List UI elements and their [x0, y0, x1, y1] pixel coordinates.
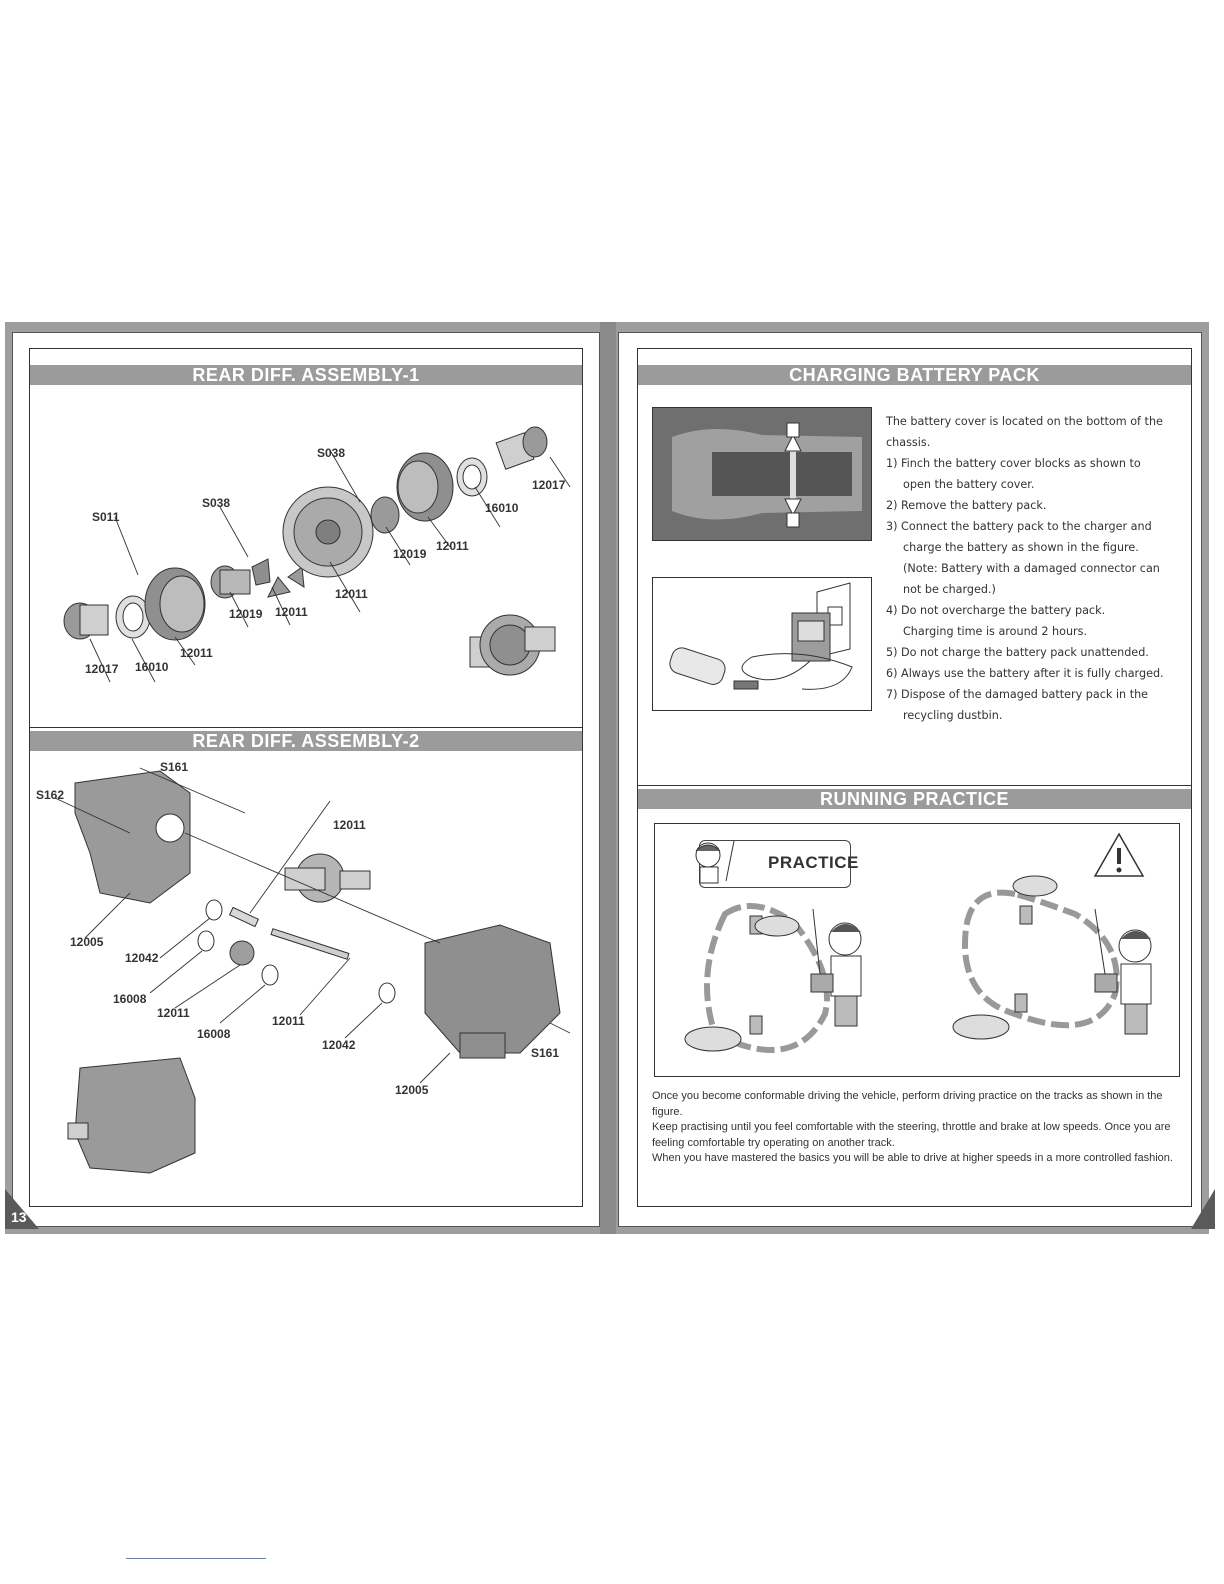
callout-12042-right: 12042 [322, 1038, 356, 1052]
instruction-line: 2) Remove the battery pack. [886, 499, 1047, 512]
callout-12011-center: 12011 [335, 587, 368, 601]
right-page [618, 332, 1202, 1227]
callout-s011: S011 [92, 510, 120, 524]
practice-paragraph: Once you become conformable driving the vehicle, perform driving practice on the tracks as shown in the figure. [652, 1090, 1163, 1118]
practice-paragraph: When you have mastered the basics you will be able to drive at higher speeds in a more controlled fashion. [652, 1152, 1173, 1164]
assembly-frame [29, 348, 583, 1207]
callout-16010-left: 16010 [135, 660, 169, 674]
callout-12005-left: 12005 [70, 935, 104, 949]
instruction-line: 6) Always use the battery after it is fully charged. [886, 667, 1164, 680]
practice-badge-label: PRACTICE [768, 853, 859, 872]
page-corner-tab [1191, 1189, 1215, 1229]
callout-12011-b: 12011 [272, 1014, 305, 1028]
callout-12017-left: 12017 [85, 662, 119, 676]
callout-12011-lower-b: 12011 [180, 646, 213, 660]
callout-s038-top: S038 [317, 446, 346, 460]
section-divider [638, 785, 1191, 786]
section-title-rear-diff-1: REAR DIFF. ASSEMBLY-1 [30, 365, 582, 385]
callout-12005-bottom: 12005 [395, 1083, 429, 1097]
callout-12019-lower: 12019 [229, 607, 263, 621]
instruction-line: Charging time is around 2 hours. [903, 625, 1088, 638]
instruction-line: 1) Finch the battery cover blocks as shown to [886, 457, 1141, 470]
instruction-line: open the battery cover. [903, 478, 1035, 491]
callout-12042-left: 12042 [125, 951, 159, 965]
callout-12017-right: 12017 [532, 478, 566, 492]
instruction-line: 4) Do not overcharge the battery pack. [886, 604, 1106, 617]
instruction-line: 3) Connect the battery pack to the charger and [886, 520, 1152, 533]
callout-s161-top: S161 [160, 760, 189, 774]
instruction-line: 7) Dispose of the damaged battery pack in the [886, 688, 1149, 701]
instruction-line: charge the battery as shown in the figure. [903, 541, 1139, 554]
callout-s161-right: S161 [531, 1046, 560, 1060]
left-page [12, 332, 600, 1227]
callout-16008-a: 16008 [113, 992, 147, 1006]
section-divider [30, 727, 582, 728]
practice-paragraph: Keep practising until you feel comfortable with the steering, throttle and brake at low speeds. Once you are feeling comfortable try operating on another track. [652, 1121, 1171, 1149]
callout-16010-right: 16010 [485, 501, 519, 515]
practice-illustration [654, 823, 1180, 1077]
instruction-line: (Note: Battery with a damaged connector can [903, 562, 1160, 575]
center-gutter [600, 322, 616, 1234]
rear-diff-assembly-2-diagram [30, 753, 582, 1208]
section-title-charging: CHARGING BATTERY PACK [638, 365, 1191, 385]
charger-illustration [652, 577, 872, 711]
instruction-line: chassis. [886, 436, 931, 449]
running-practice-text [652, 1089, 1184, 1167]
instruction-line: The battery cover is located on the bottom of the [886, 415, 1163, 428]
callout-12011-a: 12011 [157, 1006, 190, 1020]
callout-s162: S162 [36, 788, 65, 802]
charging-frame [637, 348, 1192, 1207]
section-title-rear-diff-2: REAR DIFF. ASSEMBLY-2 [30, 731, 582, 751]
instruction-line: recycling dustbin. [903, 709, 1003, 722]
callout-s038-mid: S038 [202, 496, 231, 510]
practice-tracks-drawing [655, 824, 1179, 1076]
callout-12011-upper: 12011 [436, 539, 469, 553]
manual-spread [5, 322, 1209, 1234]
rear-diff-assembly-1-diagram [30, 387, 582, 727]
callout-12011-top: 12011 [333, 818, 366, 832]
instruction-line: not be charged.) [903, 583, 996, 596]
callout-12019-upper: 12019 [393, 547, 427, 561]
battery-cover-photo [652, 407, 872, 541]
scan-underline [126, 1558, 266, 1559]
callout-12011-lower-a: 12011 [275, 605, 308, 619]
page-number: 13 [11, 1209, 27, 1225]
instruction-line: 5) Do not charge the battery pack unattended. [886, 646, 1149, 659]
charging-instructions [886, 411, 1186, 726]
section-title-running-practice: RUNNING PRACTICE [638, 789, 1191, 809]
callout-16008-b: 16008 [197, 1027, 231, 1041]
